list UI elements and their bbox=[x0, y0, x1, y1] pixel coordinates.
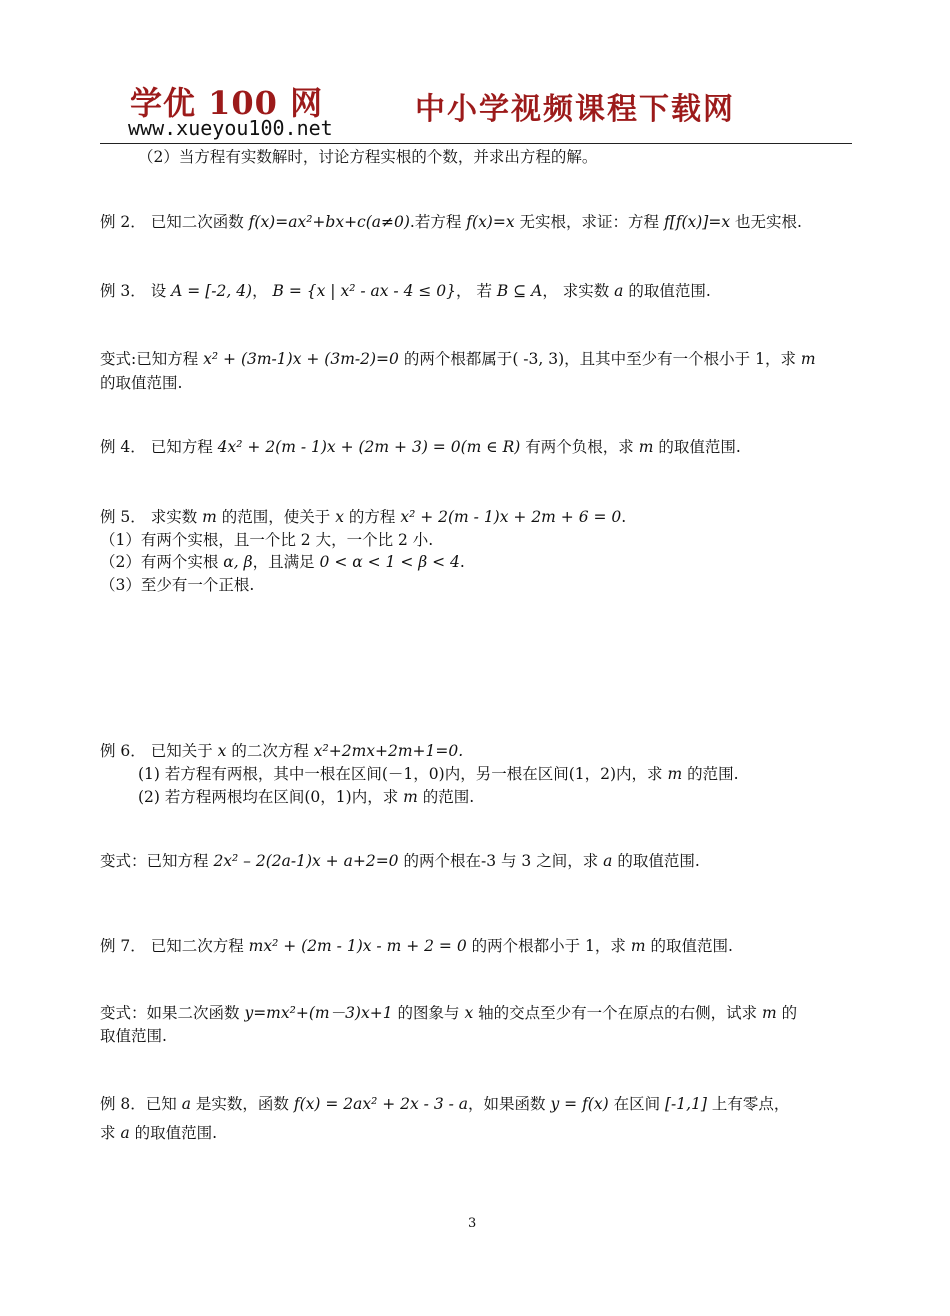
variant-3-line-1 bbox=[100, 1002, 797, 1024]
text-span: 的取值范围. bbox=[623, 282, 711, 300]
example-8-line-2 bbox=[100, 1122, 217, 1144]
text-span: ， 求实数 bbox=[542, 282, 615, 300]
example-4 bbox=[100, 436, 741, 458]
math-expr: 2x² – 2(2a-1)x + a+2=0 bbox=[213, 852, 399, 870]
text-span: ， bbox=[252, 282, 273, 300]
text-span: 的取值范围. bbox=[100, 374, 183, 392]
text-span: 变式：已知方程 bbox=[100, 852, 214, 870]
text-span: 的取值范围. bbox=[612, 852, 700, 870]
math-expr: 4x² + 2(m - 1)x + (2m + 3) = 0(m ∈ R) bbox=[217, 438, 521, 456]
example-5-part-2 bbox=[100, 551, 465, 573]
math-expr: x² + (3m-1)x + (3m-2)=0 bbox=[203, 350, 399, 368]
text-span: 例 4． 已知方程 bbox=[100, 438, 218, 456]
math-var: a bbox=[603, 852, 613, 870]
text-span: 取值范围. bbox=[100, 1027, 167, 1045]
site-slogan: 中小学视频课程下载网 bbox=[415, 92, 735, 127]
math-var: m bbox=[630, 937, 646, 955]
text-span: 例 7． 已知二次方程 bbox=[100, 937, 249, 955]
text-span: （2）当方程有实数解时，讨论方程实根的个数，并求出方程的解。 bbox=[138, 148, 598, 166]
text-span: 的 bbox=[776, 1004, 798, 1022]
text-span: (1) 若方程有两根，其中一根在区间(－1，0)内，另一根在区间(1，2)内，求 bbox=[138, 765, 668, 783]
example-7 bbox=[100, 935, 733, 957]
example-5-part-3 bbox=[100, 574, 254, 596]
math-expr: f(x)=x bbox=[466, 213, 515, 231]
text-span: ， 若 bbox=[456, 282, 497, 300]
math-var: m bbox=[403, 788, 418, 806]
text-span: .若方程 bbox=[409, 213, 467, 231]
text-span: （2）有两个实根 bbox=[100, 553, 224, 571]
text-span: 例 8．已知 bbox=[100, 1095, 182, 1113]
text-span: 也无实根. bbox=[730, 213, 802, 231]
text-span: 的范围，使关于 bbox=[216, 508, 336, 526]
text-span: （3）至少有一个正根. bbox=[100, 576, 255, 594]
example-2 bbox=[100, 211, 802, 233]
text-line bbox=[138, 146, 597, 168]
site-logo: 学优 100 网 bbox=[130, 84, 324, 122]
text-span: . bbox=[621, 508, 627, 526]
text-span: 变式:已知方程 bbox=[100, 350, 204, 368]
math-expr: f(x)=ax²+bx+c(a≠0) bbox=[248, 213, 410, 231]
math-var: x bbox=[217, 742, 227, 760]
text-span: 无实根，求证：方程 bbox=[514, 213, 664, 231]
page-header bbox=[0, 0, 950, 150]
math-expr: f[f(x)]=x bbox=[663, 213, 731, 231]
text-span: 的取值范围. bbox=[653, 438, 741, 456]
math-var: m bbox=[202, 508, 217, 526]
variant-3-line-2 bbox=[100, 1025, 167, 1047]
text-span: （1）有两个实根，且一个比 2 大，一个比 2 小. bbox=[100, 531, 434, 549]
text-span: 的两个根在-3 与 3 之间，求 bbox=[398, 852, 604, 870]
text-span: 的两个根都属于( -3, 3)，且其中至少有一个根小于 1，求 bbox=[398, 350, 801, 368]
math-var: x bbox=[335, 508, 344, 526]
example-6-part-2 bbox=[138, 786, 474, 808]
math-var: m bbox=[667, 765, 683, 783]
text-span: 求 bbox=[100, 1124, 121, 1142]
site-url: www.xueyou100.net bbox=[128, 116, 333, 140]
math-expr: mx² + (2m - 1)x - m + 2 = 0 bbox=[248, 937, 467, 955]
math-expr: y = f(x) bbox=[550, 1095, 609, 1113]
text-span: 的取值范围. bbox=[645, 937, 733, 955]
text-span: 变式：如果二次函数 bbox=[100, 1004, 245, 1022]
text-span: . bbox=[459, 553, 465, 571]
example-6 bbox=[100, 740, 463, 762]
text-span: 的方程 bbox=[343, 508, 401, 526]
math-expr: α, β bbox=[223, 553, 253, 571]
page-number: 3 bbox=[468, 1216, 477, 1231]
example-6-part-1 bbox=[138, 763, 739, 785]
example-8-line-1 bbox=[100, 1093, 789, 1115]
variant-1-line-2 bbox=[100, 372, 182, 394]
math-expr: x² + 2(m - 1)x + 2m + 6 = 0 bbox=[400, 508, 622, 526]
text-span: 上有零点， bbox=[706, 1095, 790, 1113]
math-expr: y=mx²+(m－3)x+1 bbox=[244, 1004, 393, 1022]
text-span: 例 3． 设 bbox=[100, 282, 172, 300]
text-span: 的取值范围. bbox=[129, 1124, 218, 1142]
example-3 bbox=[100, 280, 711, 302]
text-span: 的范围. bbox=[417, 788, 475, 806]
math-var: a bbox=[181, 1095, 191, 1113]
math-expr: A = [-2, 4) bbox=[171, 282, 253, 300]
math-var: x bbox=[464, 1004, 474, 1022]
text-span: 的范围. bbox=[682, 765, 739, 783]
text-span: 轴的交点至少有一个在原点的右侧，试求 bbox=[473, 1004, 763, 1022]
math-expr: f(x) = 2ax² + 2x - 3 - a bbox=[293, 1095, 469, 1113]
math-var: m bbox=[800, 350, 816, 368]
text-span: ，如果函数 bbox=[468, 1095, 551, 1113]
text-span: 有两个负根，求 bbox=[520, 438, 639, 456]
example-5 bbox=[100, 506, 626, 528]
text-span: 的二次方程 bbox=[226, 742, 314, 760]
variant-1-line-1 bbox=[100, 348, 816, 370]
math-var: a bbox=[120, 1124, 130, 1142]
text-span: 在区间 bbox=[608, 1095, 665, 1113]
text-span: 例 6． 已知关于 bbox=[100, 742, 218, 760]
math-expr: B = {x | x² - ax - 4 ≤ 0} bbox=[272, 282, 457, 300]
text-span: 的图象与 bbox=[392, 1004, 465, 1022]
example-5-part-1 bbox=[100, 529, 433, 551]
header-rule bbox=[100, 143, 852, 144]
math-expr: 0 < α < 1 < β < 4 bbox=[319, 553, 460, 571]
text-span: 是实数，函数 bbox=[190, 1095, 294, 1113]
text-span: 的两个根都小于 1，求 bbox=[466, 937, 631, 955]
text-span: ，且满足 bbox=[252, 553, 320, 571]
text-span: 例 2． 已知二次函数 bbox=[100, 213, 249, 231]
math-expr: B ⊆ A bbox=[496, 282, 543, 300]
math-expr: [-1,1] bbox=[665, 1095, 707, 1113]
text-span: (2) 若方程两根均在区间(0，1)内，求 bbox=[138, 788, 404, 806]
math-var: m bbox=[638, 438, 654, 456]
math-var: m bbox=[762, 1004, 777, 1022]
math-var: a bbox=[614, 282, 624, 300]
math-expr: x²+2mx+2m+1=0. bbox=[313, 742, 464, 760]
variant-2 bbox=[100, 850, 700, 872]
text-span: 例 5． 求实数 bbox=[100, 508, 203, 526]
